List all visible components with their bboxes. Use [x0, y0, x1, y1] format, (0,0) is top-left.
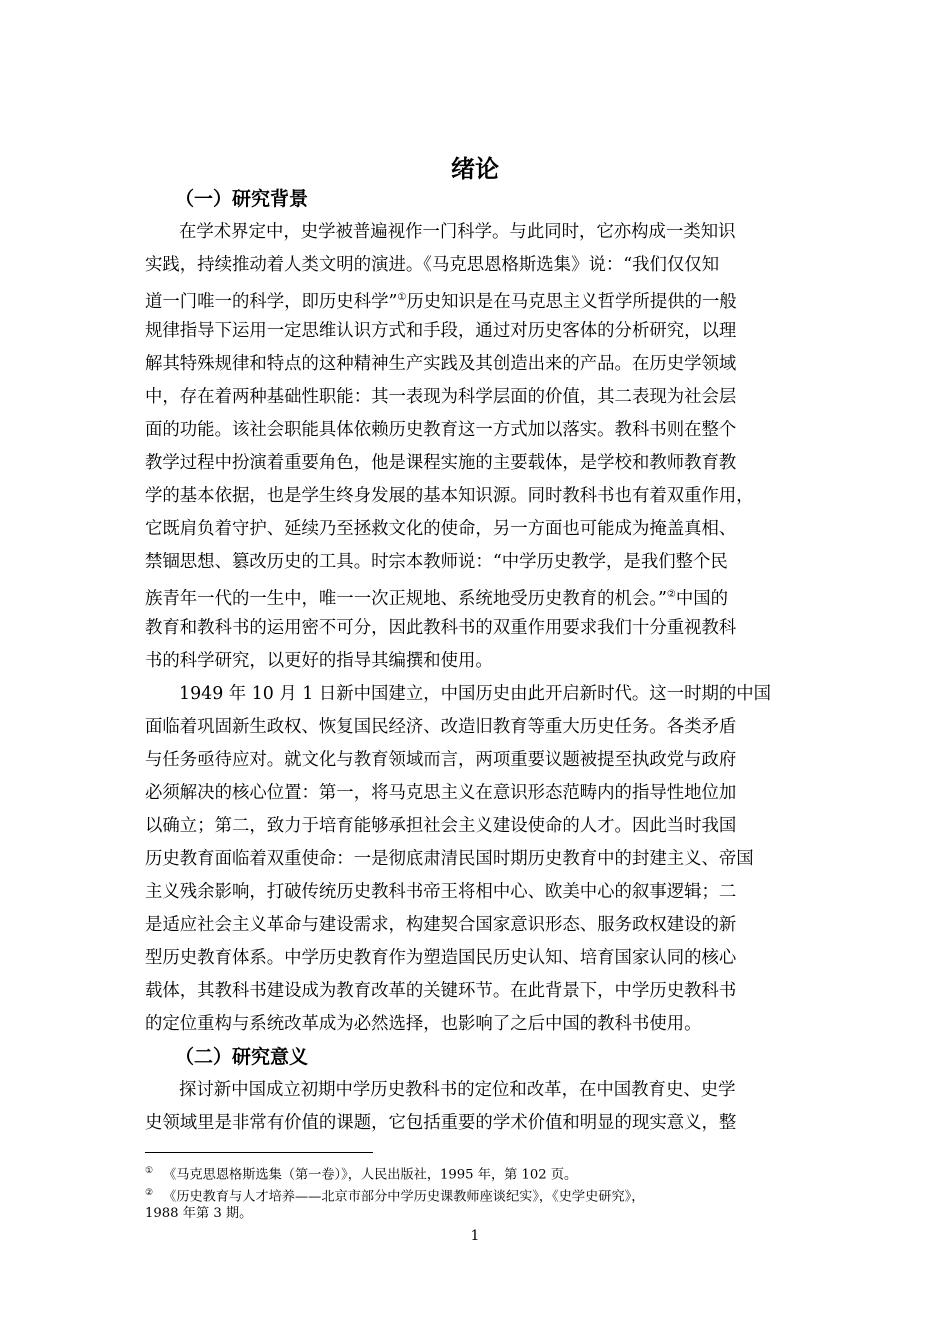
body-line: 必须解决的核心位置：第一，将马克思主义在意识形态范畴内的指导性地位加: [145, 783, 737, 803]
body-line: 主义残余影响，打破传统历史教科书帝王将相中心、欧美中心的叙事逻辑；二: [145, 882, 737, 902]
body-text: 族青年一代的一生中，唯一一次正规地、系统地受历史教育的机会。”: [145, 588, 667, 609]
body-line: 与任务亟待应对。就文化与教育领域而言，两项重要议题被提至执政党与政府: [145, 750, 737, 770]
body-line: 中，存在着两种基础性职能：其一表现为科学层面的价值，其二表现为社会层: [145, 387, 737, 407]
section-heading-background: （一）研究背景: [175, 188, 309, 210]
footnote-text: 《马克思恩格斯选集（第一卷）》，人民出版社，1995 年，第 102 页。: [163, 1167, 578, 1183]
body-line: 实践，持续推动着人类文明的演进。《马克思恩格斯选集》说：“我们仅仅知: [145, 255, 720, 275]
body-line: 解其特殊规律和特点的这种精神生产实践及其创造出来的产品。在历史学领域: [145, 354, 737, 374]
footnote-text: 《历史教育与人才培养——北京市部分中学历史课教师座谈纪实》，《史学史研究》，: [163, 1189, 645, 1205]
body-line: 型历史教育体系。中学历史教育作为塑造国民历史认知、培育国家认同的核心: [145, 948, 737, 968]
body-line: 历史教育面临着双重使命：一是彻底肃清民国时期历史教育中的封建主义、帝国: [145, 849, 754, 869]
body-line: 它既肩负着守护、延续乃至拯救文化的使命，另一方面也可能成为掩盖真相、: [145, 519, 737, 539]
body-line: 面的功能。该社会职能具体依赖历史教育这一方式加以落实。教科书则在整个: [145, 420, 737, 440]
body-line: 以确立；第二，致力于培育能够承担社会主义建设使命的人才。因此当时我国: [145, 816, 737, 836]
body-text: 历史知识是在马克思主义哲学所提供的一般: [406, 291, 737, 312]
body-line: 1949 年 10 月 1 日新中国建立，中国历史由此开启新时代。这一时期的中国: [179, 684, 772, 704]
body-line: 书的科学研究，以更好的指导其编撰和使用。: [145, 651, 493, 671]
body-line: 探讨新中国成立初期中学历史教科书的定位和改革，在中国教育史、史学: [179, 1080, 736, 1100]
footnote-2-continued: 1988 年第 3 期。: [145, 1206, 253, 1221]
footnote-separator: [145, 1152, 373, 1153]
footnote-mark-1: ①: [145, 1166, 154, 1176]
body-line: 史领域里是非常有价值的课题，它包括重要的学术价值和明显的现实意义，整: [145, 1113, 737, 1133]
body-line: 教学过程中扮演着重要角色，他是课程实施的主要载体，是学校和教师教育教: [145, 453, 737, 473]
body-line: [145, 283, 817, 317]
page-title: 绪论: [451, 155, 499, 183]
body-line: 禁锢思想、篡改历史的工具。时宗本教师说：“中学历史教学，是我们整个民: [145, 552, 728, 572]
body-line: 学的基本依据，也是学生终身发展的基本知识源。同时教科书也有着双重作用，: [145, 486, 754, 506]
footnote-ref-2[interactable]: ②: [666, 589, 676, 600]
page-number: 1: [470, 1228, 480, 1244]
footnote-mark-2: ②: [145, 1188, 154, 1198]
body-line: 在学术界定中，史学被普遍视作一门科学。与此同时，它亦构成一类知识: [179, 222, 736, 242]
body-text: 中国的: [675, 588, 729, 609]
section-heading-significance: （二）研究意义: [175, 1046, 309, 1068]
body-line: 教育和教科书的运用密不可分，因此教科书的双重作用要求我们十分重视教科: [145, 618, 737, 638]
body-line: 的定位重构与系统改革成为必然选择，也影响了之后中国的教科书使用。: [145, 1014, 702, 1034]
body-line: 面临着巩固新生政权、恢复国民经济、改造旧教育等重大历史任务。各类矛盾: [145, 717, 737, 737]
body-text: 道一门唯一的科学，即历史科学”: [145, 291, 398, 312]
body-line: 是适应社会主义革命与建设需求，构建契合国家意识形态、服务政权建设的新: [145, 915, 737, 935]
body-line: 载体，其教科书建设成为教育改革的关键环节。在此背景下，中学历史教科书: [145, 981, 737, 1001]
footnote-1: [145, 1162, 577, 1184]
body-line: [145, 580, 817, 614]
footnote-ref-1[interactable]: ①: [397, 292, 407, 303]
body-line: 规律指导下运用一定思维认识方式和手段，通过对历史客体的分析研究，以理: [145, 321, 737, 341]
